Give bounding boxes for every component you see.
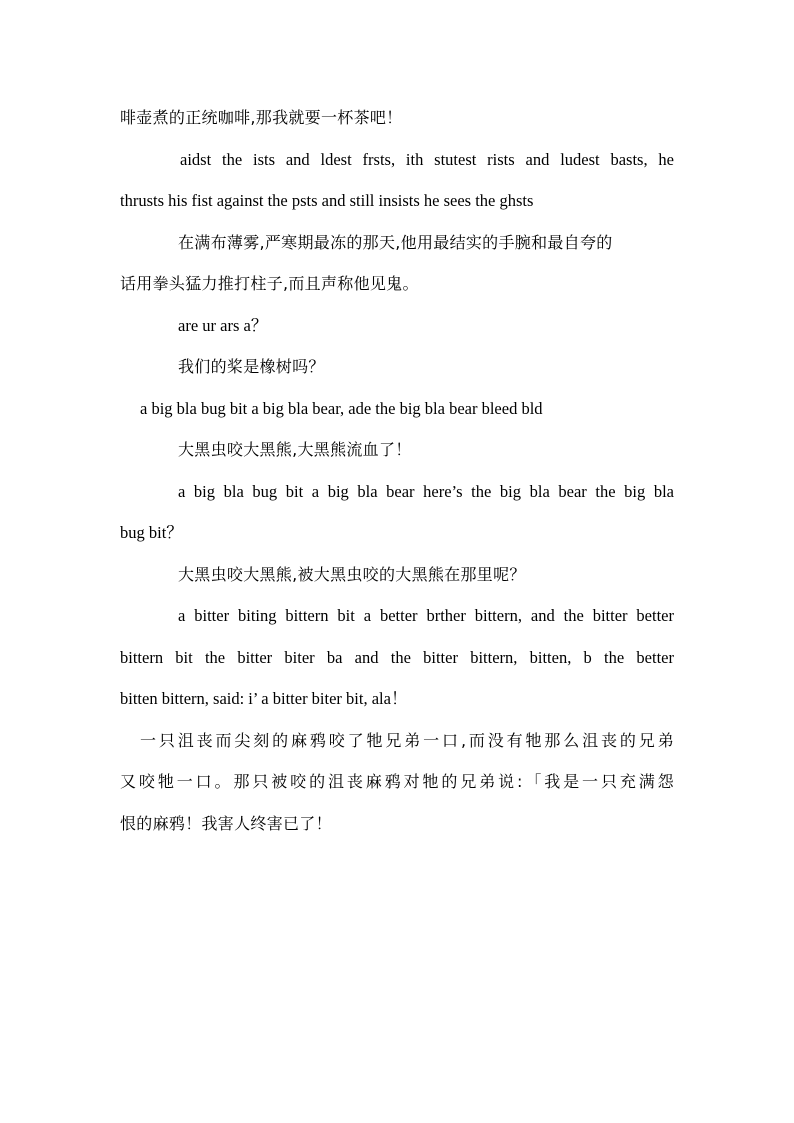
text-line-12: 大黑虫咬大黑熊,被大黑虫咬的大黑熊在那里呢？ — [178, 565, 526, 584]
text-line-6: are ur ars a？ — [178, 316, 268, 335]
text-line-15: bitten bittern, said: i’ a bitter biter bit, ala！ — [120, 689, 408, 708]
text-line-11: bug bit？ — [120, 523, 183, 542]
text-line-9: 大黑虫咬大黑熊,大黑熊流血了！ — [178, 440, 412, 459]
text-line-14: bittern bit the bitter biter ba and the bitter bittern, bitten, b the better — [120, 648, 674, 667]
text-line-5: 话用拳头猛力推打柱子,而且声称他见鬼。 — [120, 274, 419, 293]
text-line-16: 一只沮丧而尖刻的麻鸦咬了牠兄弟一口,而没有牠那么沮丧的兄弟 — [140, 731, 674, 750]
text-line-13: a bitter biting bittern bit a better brther bittern, and the bitter better — [178, 606, 674, 625]
text-line-4: 在满布薄雾,严寒期最冻的那天,他用最结实的手腕和最自夸的 — [178, 233, 613, 252]
text-line-3: thrusts his fist against the psts and still insists he sees the ghsts — [120, 191, 534, 210]
text-line-17: 又咬牠一口。那只被咬的沮丧麻鸦对牠的兄弟说:「我是一只充满怨 — [120, 772, 674, 791]
text-line-8: a big bla bug bit a big bla bear, ade the big bla bear bleed bld — [140, 399, 543, 418]
text-line-2: aidst the ists and ldest frsts, ith stutest rists and ludest basts, he — [180, 150, 674, 169]
text-line-7: 我们的桨是橡树吗？ — [178, 357, 325, 376]
text-line-10: a big bla bug bit a big bla bear here’s the big bla bear the big bla — [178, 482, 674, 501]
text-line-1: 啡壶煮的正统咖啡,那我就要一杯茶吧！ — [120, 108, 403, 127]
text-line-18: 恨的麻鸦！我害人终害已了！ — [120, 814, 332, 833]
